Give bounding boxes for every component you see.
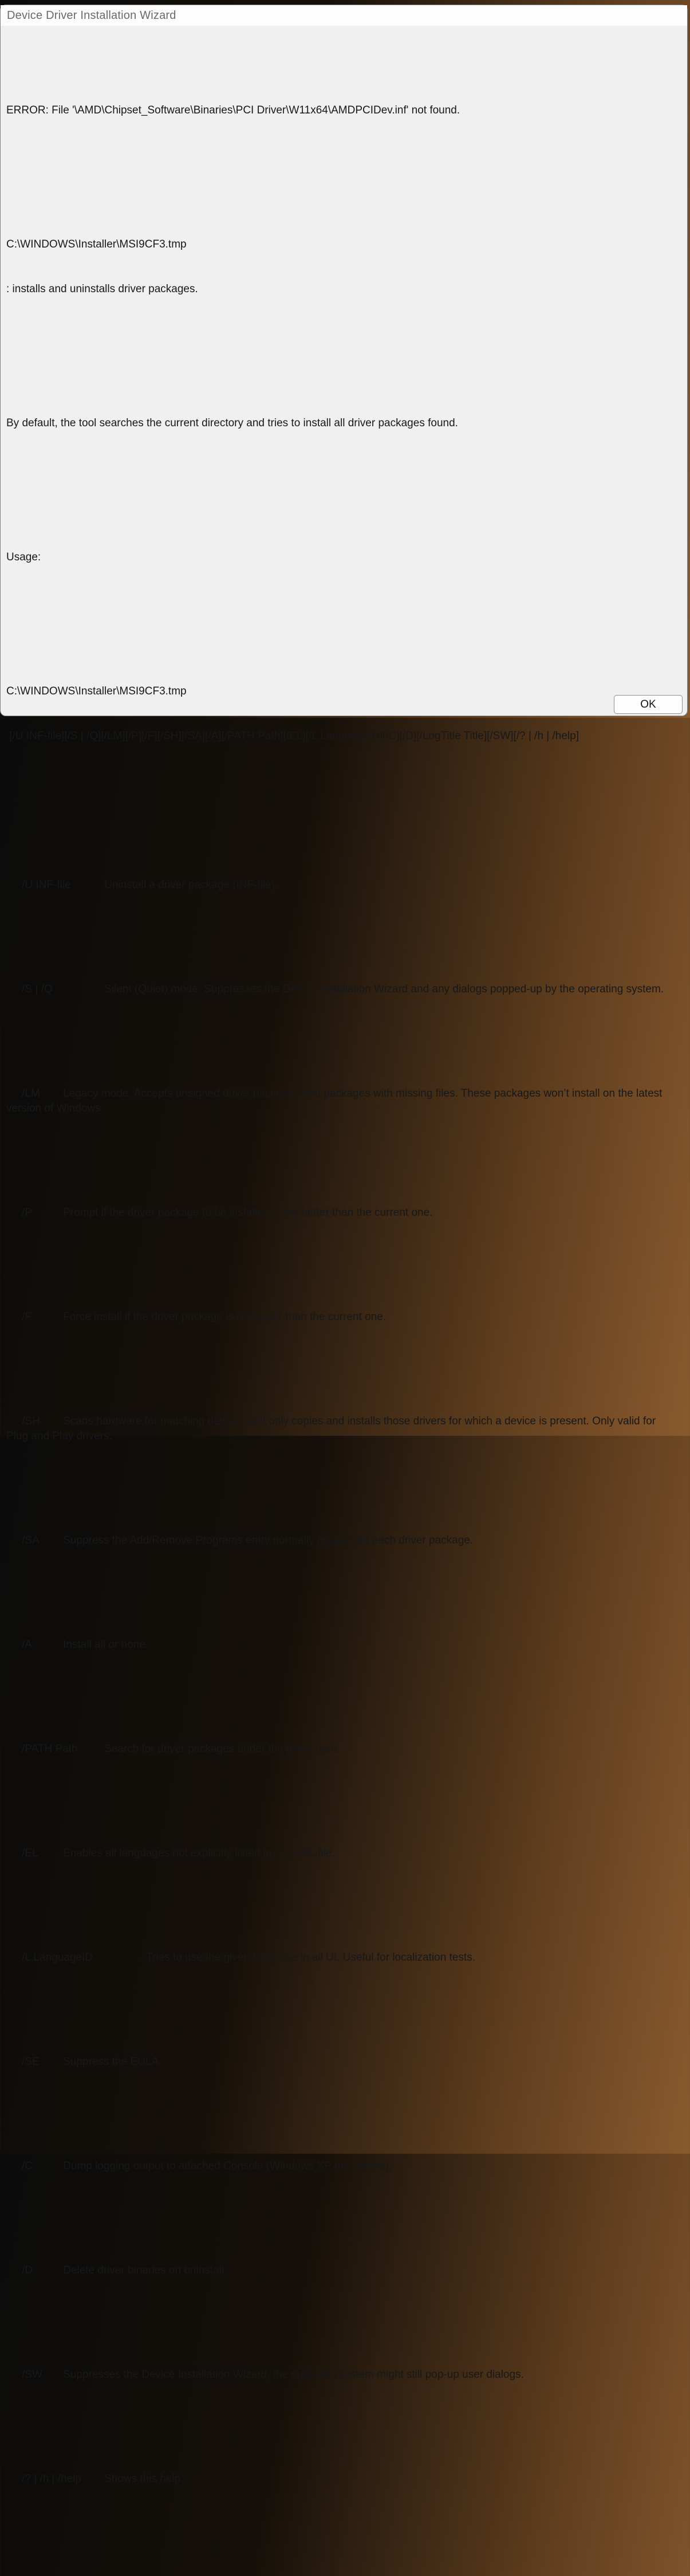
usage-path: C:\WINDOWS\Installer\MSI9CF3.tmp [6,685,187,697]
options-list [6,833,679,2531]
error-message [6,73,679,148]
option-row [6,863,679,908]
option-row [6,1935,679,1980]
option-flag: /SE [22,2056,40,2068]
option-flag: /LM [22,1087,40,1099]
tool-description: : installs and uninstalls driver packages. [6,283,198,295]
option-description: Legacy mode. Accepts unsigned driver packages and packages with missing files. These packages won’t install on the latest version of Windows. [6,1087,665,1114]
ok-button[interactable]: OK [614,695,683,714]
option-row [6,1399,679,1459]
window-title: Device Driver Installation Wizard [7,9,176,22]
option-row [6,1295,679,1340]
option-row [6,1191,679,1235]
option-flag: /? | /h | /help [22,2473,82,2485]
title-bar [1,5,687,26]
option-flag: /PATH Path [22,1743,78,1755]
option-row [6,1518,679,1563]
option-description: Dump logging output to attached Console (Windows XP and above). [63,2160,392,2172]
option-row [6,1623,679,1667]
option-description: Suppress the Add/Remove Programs entry normally created for each driver package. [63,1534,474,1546]
option-description: Install all or none. [63,1639,149,1651]
option-description: Force install if the driver package is not better than the current one. [63,1311,387,1323]
option-description: Suppresses the Device Installation Wizard, the operating system might still pop-up user dialogs. [63,2369,524,2381]
option-row [6,1071,679,1131]
usage-block [6,654,679,773]
option-flag: /SA [22,1534,40,1546]
option-description: Silent (Quiet) mode. Suppresses the Device Installation Wizard and any dialogs popped-up by the operating system. [104,983,664,995]
option-description: Scans hardware for matching devices and only copies and installs those drivers for which a device is present. Only valid for Plug and Play drivers. [6,1415,659,1442]
option-description: Tries to use the given language in all UI. Useful for localization tests. [146,1951,475,1964]
option-row [6,2457,679,2502]
option-row [6,2248,679,2293]
option-flag: /L LanguageID [22,1951,93,1964]
option-description: Enables all languages not explicitly listed in the XML file. [63,1847,335,1859]
device-driver-installation-wizard-dialog [0,5,688,2485]
option-row [6,967,679,1012]
usage-arguments: [/U INF-file][/S | /Q][/LM][/P][/F][/SH][/SA][/A][/PATH Path][/EL][/L LanguageID][/C][/D][/LogTitle Title][/SW][/? | /h | /help] [6,730,579,742]
option-row [6,1727,679,1772]
option-description: Search for driver packages under the given path. [104,1743,340,1755]
option-description: Uninstall a driver package (INF-file). [104,879,278,891]
dialog-footer [614,695,683,714]
option-flag: /SW [22,2369,43,2381]
option-flag: /P [22,1207,33,1219]
tool-description-block [6,207,679,327]
option-flag: /EL [22,1847,38,1859]
tool-path: C:\WINDOWS\Installer\MSI9CF3.tmp [6,238,187,250]
option-flag: /A [22,1639,33,1651]
option-description: Prompt if the driver package to be installed is not better than the current one. [63,1207,433,1219]
option-description: Delete driver binaries on uninstall. [63,2264,227,2276]
option-flag: /D [22,2264,33,2276]
option-row [6,1831,679,1876]
option-flag: /F [22,1311,32,1323]
option-flag: /S | /Q [22,983,53,995]
option-row [6,2040,679,2084]
option-row [6,2144,679,2189]
default-behavior-line: By default, the tool searches the current directory and tries to install all driver packages found. [6,417,458,429]
option-row [6,2353,679,2397]
help-text-area [1,26,687,2576]
option-description: Suppress the EULA. [63,2056,162,2068]
option-flag: /U INF-file [22,879,71,891]
error-line: ERROR: File '\AMD\Chipset_Software\Binaries\PCI Driver\W11x64\AMDPCIDev.inf' not found. [6,104,460,116]
option-flag: /C [22,2160,33,2172]
option-description: Shows this help. [104,2473,184,2485]
option-flag: /SH [22,1415,40,1427]
usage-label: Usage: [6,551,41,563]
